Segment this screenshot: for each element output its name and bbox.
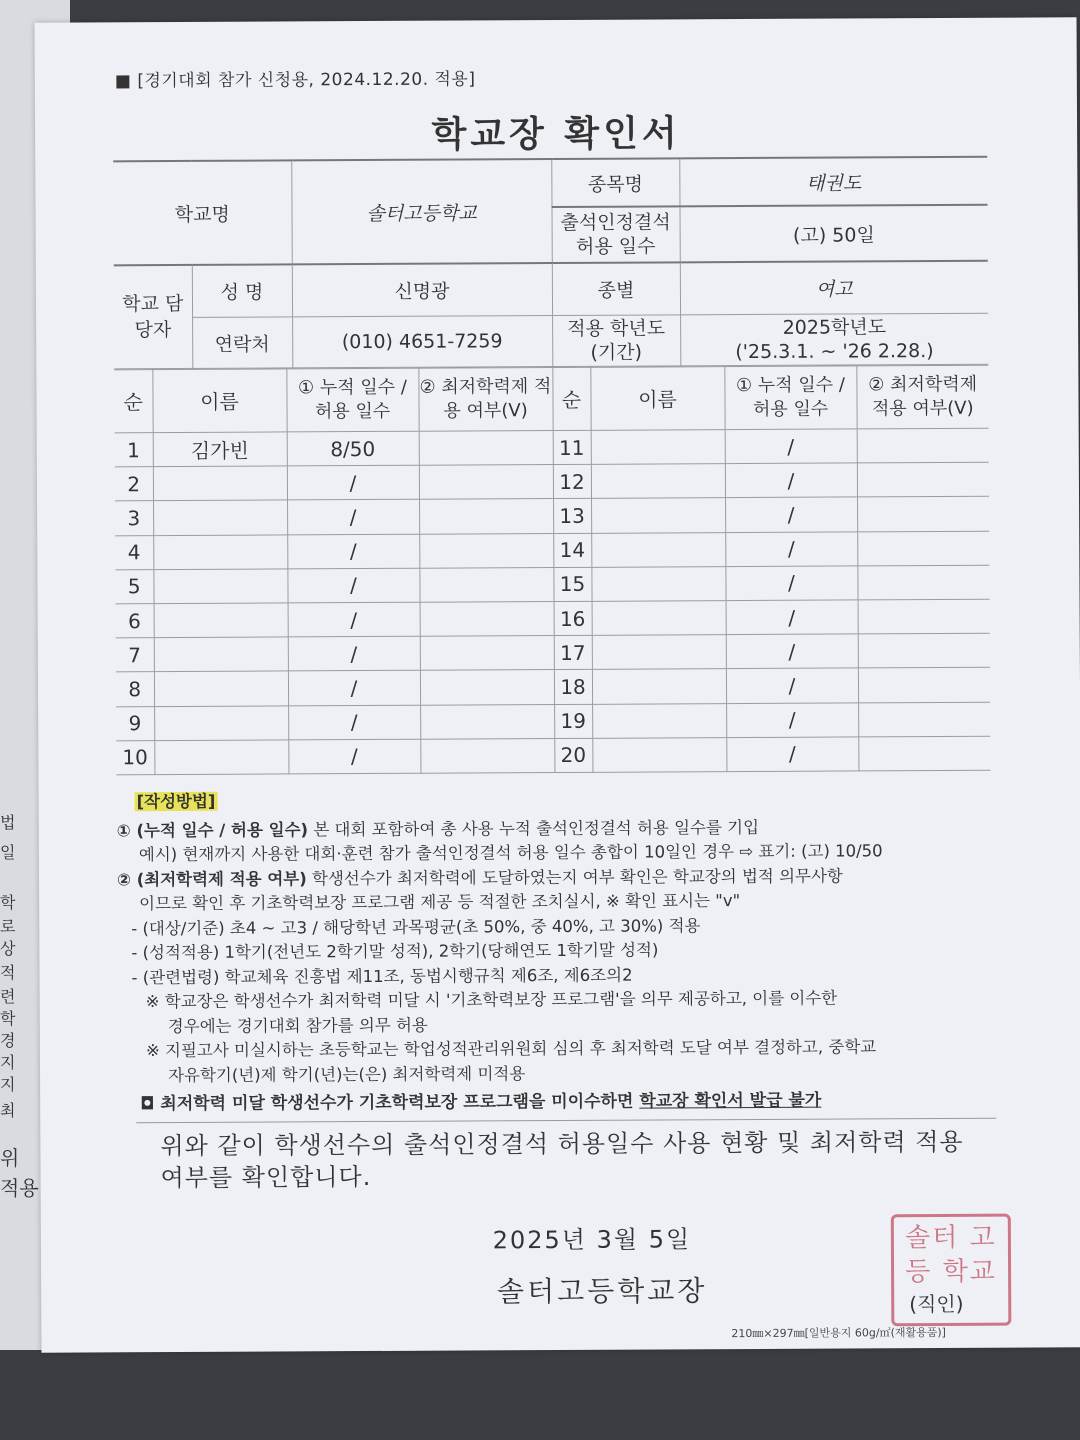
- header-name: 이름: [152, 368, 286, 433]
- table-row: [115, 462, 989, 501]
- row-number: 12: [553, 465, 591, 499]
- instruction-final-underlined: 학교장 확인서 발급 불가: [639, 1090, 822, 1112]
- background-text: 법: [0, 813, 16, 832]
- min-academic-check: [857, 565, 989, 600]
- row-number: 15: [553, 567, 591, 601]
- row-number: 6: [116, 604, 154, 638]
- row-number: 20: [554, 738, 592, 772]
- instruction-note-1: ※ 학교장은 학생선수가 최저학력 미달 시 '기초학력보장 프로그램'을 의무 제공하고, 이를 이수한: [145, 988, 838, 1012]
- days-used: 8/50: [287, 431, 419, 466]
- header-applied: ② 최저학력제 적용 여부(V): [418, 367, 552, 432]
- table-row: [116, 736, 990, 775]
- instruction-item-2-text: 학생선수가 최저학력에 도달하였는지 여부 확인은 학교장의 법적 의무사항: [306, 866, 843, 888]
- contact-label: 연락처: [192, 316, 292, 369]
- days-used: /: [287, 534, 419, 569]
- min-academic-check: [858, 702, 990, 737]
- min-academic-check: [419, 567, 553, 602]
- school-value: 솔터고등학교: [291, 159, 552, 264]
- instruction-note-1-cont: 경우에는 경기대회 참가를 의무 허용: [167, 1015, 428, 1036]
- row-number: 19: [554, 704, 592, 738]
- student-name: [592, 703, 726, 738]
- background-text: 지: [0, 1053, 16, 1072]
- instruction-example: 예시) 현재까지 사용한 대회·훈련 참가 출석인정결석 허용 일수 총합이 10일인 경우 ⇨ 표기: (고) 10/50: [138, 841, 883, 865]
- seal-label: (직인): [909, 1291, 964, 1317]
- days-used: /: [725, 429, 857, 464]
- row-number: 8: [116, 672, 154, 706]
- instruction-final-text: ◘ 최저학력 미달 학생선수가 기초학력보장 프로그램을 미이수하면: [140, 1091, 640, 1115]
- instruction-item-2-cont: 이므로 확인 후 기초학력보장 프로그램 제공 등 적절한 조치실시, ※ 확인 표시는 "v": [139, 891, 741, 914]
- roster-table: [114, 364, 990, 775]
- min-academic-check: [419, 465, 553, 500]
- min-academic-check: [858, 599, 990, 634]
- instruction-law: - (관련법령) 학교체육 진흥법 제11조, 동법시행규칙 제6조, 제6조의2: [131, 965, 633, 987]
- days-used: /: [726, 600, 858, 635]
- min-academic-check: [420, 670, 554, 705]
- min-academic-check: [419, 499, 553, 534]
- student-name: [154, 603, 288, 638]
- min-academic-check: [857, 531, 989, 566]
- table-row: [116, 668, 990, 707]
- min-academic-check: [858, 633, 990, 668]
- days-used: /: [725, 497, 857, 532]
- table-row: [115, 428, 989, 467]
- instruction-target: - (대상/기준) 초4 ~ 고3 / 해당학년 과목평균(초 50%, 중 40%, 고 30%) 적용: [131, 915, 701, 938]
- divider: [136, 1118, 996, 1124]
- instruction-note-2: ※ 지필고사 미실시하는 초등학교는 학업성적관리위원회 심의 후 최저학력 도달 여부 결정하고, 중학교: [145, 1037, 877, 1061]
- header-note: ■ [경기대회 참가 신청용, 2024.12.20. 적용]: [114, 69, 476, 92]
- background-text: 련: [0, 987, 16, 1006]
- background-text: 일: [0, 843, 16, 862]
- days-used: /: [288, 671, 420, 706]
- header-days: ① 누적 일수 / 허용 일수: [724, 365, 856, 430]
- footer-note: 210㎜×297㎜[일반용지 60g/㎡(재활용품)]: [731, 1325, 947, 1341]
- min-academic-check: [857, 428, 989, 463]
- document-paper: [35, 17, 1080, 1352]
- manager-label: 학교 담당자: [114, 265, 193, 369]
- background-text: 학: [0, 893, 16, 912]
- category-label: 종별: [552, 262, 680, 315]
- row-number: 7: [116, 638, 154, 672]
- student-name: [591, 430, 725, 465]
- page-title: 학교장 확인서: [431, 113, 681, 156]
- table-row: [116, 633, 990, 672]
- header-no: 순: [552, 366, 590, 430]
- row-number: 16: [554, 601, 592, 635]
- confirmation-text: 위와 같이 학생선수의 출석인정결석 허용일수 사용 현황 및 최저학력 적용 여부를 확인합니다.: [160, 1127, 964, 1193]
- instruction-final: [118, 1088, 998, 1117]
- min-academic-check: [420, 738, 554, 773]
- student-name: [154, 637, 288, 672]
- issue-date: 2025년 3월 5일: [492, 1225, 692, 1255]
- student-name: 김가빈: [153, 432, 287, 467]
- instruction-grades: - (성적적용) 1학기(전년도 2학기말 성적), 2학기(당해연도 1학기말 성적): [131, 940, 659, 963]
- student-name: [154, 740, 288, 775]
- min-academic-check: [419, 533, 553, 568]
- row-number: 14: [553, 533, 591, 567]
- row-number: 9: [116, 706, 154, 740]
- days-used: /: [288, 705, 420, 740]
- student-name: [591, 498, 725, 533]
- name-value: 신명광: [292, 263, 552, 316]
- days-used: /: [726, 702, 858, 737]
- days-used: /: [287, 500, 419, 535]
- year-period: ('25.3.1. ~ '26 2.28.): [735, 340, 934, 364]
- background-text: 지: [0, 1075, 16, 1094]
- background-text: 학: [0, 1009, 16, 1028]
- row-number: 17: [554, 635, 592, 669]
- row-number: 13: [553, 499, 591, 533]
- background-text: 최: [0, 1101, 16, 1120]
- background-text: 적: [0, 963, 16, 982]
- days-used: /: [288, 602, 420, 637]
- row-number: 10: [116, 740, 154, 774]
- attendance-label: 출석인정결석 허용 일수: [551, 206, 679, 263]
- background-text: 적용: [0, 1176, 39, 1200]
- student-name: [591, 566, 725, 601]
- days-used: /: [287, 465, 419, 500]
- min-academic-check: [420, 601, 554, 636]
- table-row: [115, 497, 989, 536]
- row-number: 5: [115, 569, 153, 603]
- attendance-value: (고) 50일: [679, 205, 987, 263]
- min-academic-check: [419, 431, 553, 466]
- days-used: /: [726, 634, 858, 669]
- row-number: 18: [554, 670, 592, 704]
- background-text: 상: [0, 939, 16, 958]
- student-name: [592, 737, 726, 772]
- instructions-heading: [작성방법]: [136, 791, 216, 812]
- header-days: ① 누적 일수 / 허용 일수: [286, 367, 418, 432]
- instruction-item-1-text: 본 대회 포함하여 총 사용 누적 출석인정결석 허용 일수를 기입: [308, 817, 760, 839]
- student-name: [592, 601, 726, 636]
- header-applied: ② 최저학력제 적용 여부(V): [856, 364, 988, 429]
- student-name: [154, 705, 288, 740]
- student-name: [153, 569, 287, 604]
- row-number: 4: [115, 535, 153, 569]
- row-number: 1: [115, 433, 153, 467]
- background-text: 경: [0, 1031, 16, 1050]
- background-text: 로: [0, 917, 16, 936]
- contact-value: (010) 4651-7259: [292, 315, 552, 368]
- row-number: 3: [115, 501, 153, 535]
- table-row: [115, 565, 989, 604]
- min-academic-check: [857, 462, 989, 497]
- row-number: 2: [115, 467, 153, 501]
- days-used: /: [725, 531, 857, 566]
- min-academic-check: [858, 668, 990, 703]
- student-name: [153, 534, 287, 569]
- instructions: [117, 786, 999, 1117]
- background-text: 위: [0, 1146, 20, 1170]
- days-used: /: [726, 668, 858, 703]
- header-no: 순: [114, 369, 152, 433]
- table-row: [116, 599, 990, 638]
- header-name: 이름: [590, 366, 724, 431]
- instruction-item-2-label: ② (최저학력제 적용 여부): [116, 868, 307, 889]
- roster-body: [115, 428, 991, 774]
- sport-value: 태권도: [679, 157, 987, 207]
- row-number: 11: [553, 430, 591, 464]
- signer: 솔터고등학교장: [496, 1274, 708, 1309]
- name-label: 성 명: [192, 264, 292, 317]
- student-name: [153, 466, 287, 501]
- days-used: /: [288, 636, 420, 671]
- table-row: [115, 531, 989, 570]
- student-name: [591, 532, 725, 567]
- min-academic-check: [420, 704, 554, 739]
- student-name: [592, 669, 726, 704]
- instruction-note-2-cont: 자유학기(년)제 학기(년)는(은) 최저학력제 미적용: [167, 1063, 526, 1085]
- year-label: 적용 학년도 (기간): [552, 314, 680, 367]
- school-label: 학교명: [113, 160, 292, 265]
- min-academic-check: [857, 497, 989, 532]
- min-academic-check: [858, 736, 990, 771]
- sport-label: 종목명: [551, 158, 679, 207]
- student-name: [154, 671, 288, 706]
- days-used: /: [725, 566, 857, 601]
- instruction-item-1-label: ① (누적 일수 / 허용 일수): [116, 819, 309, 840]
- table-row: [116, 702, 990, 741]
- year-value: 2025학년도: [782, 316, 887, 339]
- student-name: [153, 500, 287, 535]
- days-used: /: [287, 568, 419, 603]
- student-name: [591, 464, 725, 499]
- days-used: /: [288, 739, 420, 774]
- official-seal-stamp: 솔터 고등 학교: [891, 1214, 1012, 1327]
- min-academic-check: [420, 636, 554, 671]
- student-name: [592, 635, 726, 670]
- info-table: [113, 156, 988, 370]
- year-cell: [680, 313, 988, 367]
- days-used: /: [726, 737, 858, 772]
- category-value: 여고: [680, 261, 988, 315]
- days-used: /: [725, 463, 857, 498]
